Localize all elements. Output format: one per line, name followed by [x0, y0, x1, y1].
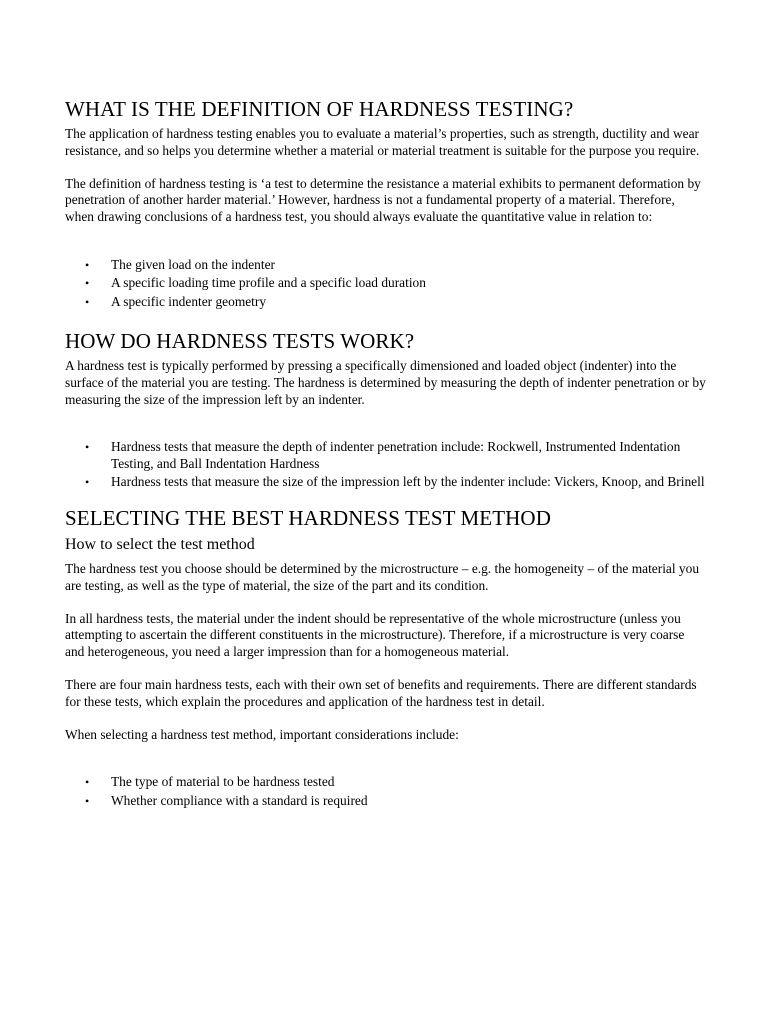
bullet-list	[65, 257, 706, 311]
list-item	[65, 275, 706, 292]
paragraph: A hardness test is typically performed by pressing a specifically dimensioned and loaded object (indenter) into the surface of the material you are testing. The hardness is determined by measuring the depth of indenter penetration or by measuring the size of the impression left by an indenter.	[65, 358, 706, 407]
list-item-text: A specific loading time profile and a specific load duration	[111, 275, 426, 291]
paragraph: The definition of hardness testing is ‘a test to determine the resistance a material exhibits to permanent deformation by penetration of another harder material.’ However, hardness is not a fundamental property of a material. Therefore, when drawing conclusions of a hardness test, you should always evaluate the quantitative value in relation to:	[65, 175, 701, 224]
bullet-icon: •	[85, 475, 90, 490]
paragraph: In all hardness tests, the material under the indent should be representative of the whole microstructure (unless you attempting to ascertain the different constituents in the microstructure). Therefore, if a microstructure is very coarse and heterogeneous, you need a larger impression than for a homogeneous material.	[65, 610, 685, 659]
section-definition	[65, 96, 706, 310]
bullet-icon: •	[85, 294, 90, 309]
list-item	[65, 439, 706, 472]
list-item-text: Whether compliance with a standard is required	[111, 793, 368, 809]
paragraph: When selecting a hardness test method, important considerations include:	[65, 726, 459, 742]
list-item-text: A specific indenter geometry	[111, 293, 267, 309]
list-item	[65, 793, 706, 810]
bullet-list	[65, 439, 706, 491]
bullet-icon: •	[85, 794, 90, 809]
list-item-text: The type of material to be hardness tested	[111, 774, 335, 790]
paragraph: The hardness test you choose should be determined by the microstructure – e.g. the homogeneity – of the material you are testing, as well as the type of material, the size of the part and its condition.	[65, 560, 700, 593]
paragraph: The application of hardness testing enables you to evaluate a material’s properties, such as strength, ductility and wear resistance, and so helps you determine whether a material or material treatment is suitable for the purpose you require.	[65, 126, 700, 158]
bullet-icon: •	[85, 775, 90, 790]
list-item	[65, 474, 706, 491]
bullet-icon: •	[85, 257, 90, 272]
list-item-text: Hardness tests that measure the depth of indenter penetration include: Rockwell, Instrumented Indentation Testing, and Ball Indentation Hardness	[111, 439, 681, 471]
paragraph: There are four main hardness tests, each with their own set of benefits and requirements. There are different standards for these tests, which explain the procedures and application of the hardness test in detail.	[65, 677, 697, 709]
bullet-icon: •	[85, 276, 90, 291]
section-heading: WHAT IS THE DEFINITION OF HARDNESS TESTING?	[65, 97, 574, 121]
section-subheading: How to select the test method	[65, 535, 255, 553]
section-selecting-method	[65, 505, 706, 810]
section-heading: HOW DO HARDNESS TESTS WORK?	[65, 329, 415, 354]
list-item	[65, 294, 706, 311]
list-item-text: The given load on the indenter	[111, 256, 275, 272]
bullet-list	[65, 774, 706, 809]
list-item	[65, 774, 706, 791]
section-heading: SELECTING THE BEST HARDNESS TEST METHOD	[65, 505, 551, 530]
bullet-icon: •	[85, 440, 90, 455]
list-item	[65, 257, 706, 274]
list-item-text: Hardness tests that measure the size of the impression left by the indenter include: Vickers, Knoop, and Brinell	[111, 474, 705, 490]
section-how-it-works	[65, 328, 706, 491]
